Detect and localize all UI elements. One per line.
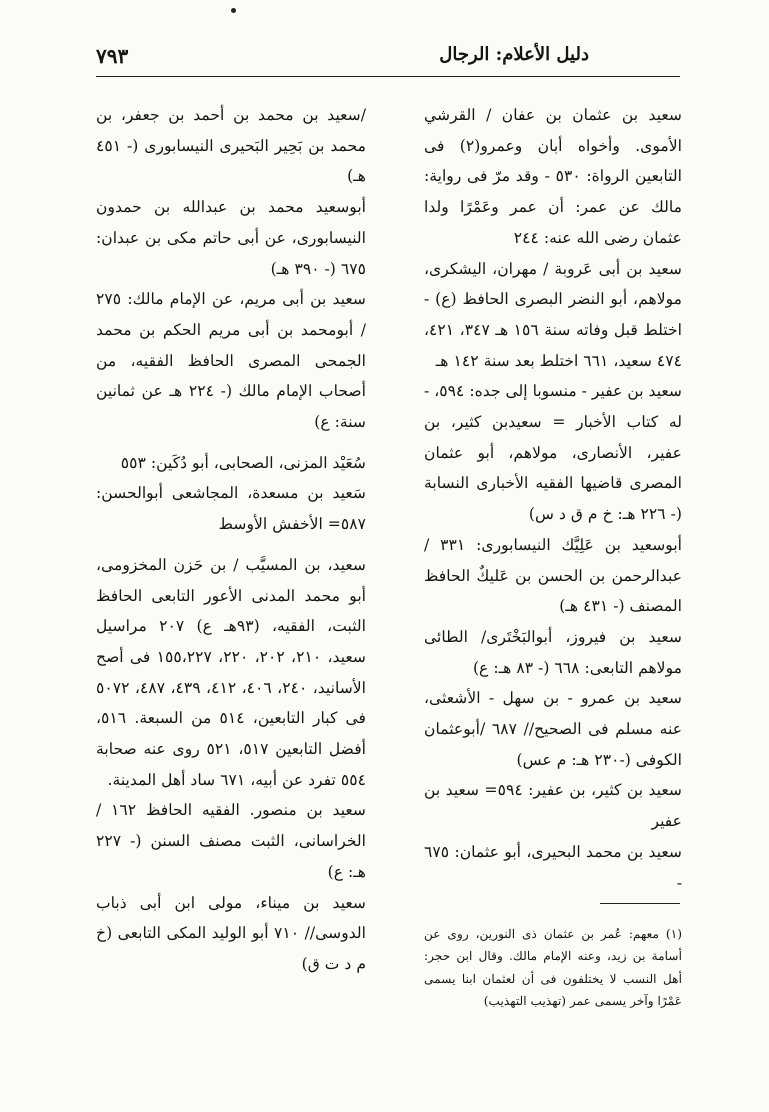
page-header bbox=[96, 42, 681, 72]
index-entry: سعيد، بن المسيَّب / بن حَزن المخزومى، أبو محمد المدنى الأعور التابعى الحافظ الثبت، الفقيه، (٩٣هـ ع) ٢٠٧ مراسيل سعيد، ٢١٠، ٢٠٢، ٢٢٠، ١٥٥،٢٢٧ فى أصح الأسانيد، ٢٤٠، ٤٠٦، ٤١٢، ٤٣٩، ٤٨٧، ٥٠٧٢ فى كبار التابعين، ٥١٤ من السبعة. ٥١٦، أفضل التابعين ٥١٧، ٥٢١ روى عنه صحابة ٥٥٤ تفرد عن أبيه، ٦٧١ ساد أهل المدينة. bbox=[96, 555, 367, 789]
header-rule bbox=[96, 76, 680, 77]
index-entry: سعيد بن ميناء، مولى ابن أبى ذباب الدوسى// ٧١٠ أبو الوليد المكى التابعى (خ م د ت ق) bbox=[96, 893, 366, 973]
index-entry: سعيد بن محمد البحيرى، أبو عثمان: ٦٧٥ - bbox=[424, 842, 682, 892]
left-column bbox=[96, 100, 366, 980]
index-entry: سعيد بن فيروز، أبوالبَخْتَرى/ الطائى مولاهم التابعى: ٦٦٨ (- ٨٣ هـ: ع) bbox=[424, 627, 682, 677]
index-entry: سعيد بن كثير، بن عفير: ٥٩٤= سعيد بن عفير bbox=[424, 781, 682, 831]
index-entry: أبوسعيد بن عَلِيَّك النيسابورى: ٣٣١ /عبدالرحمن بن الحسن بن عَليكٌ الحافظ المصنف (- ٤٣١ هـ) bbox=[424, 535, 682, 616]
index-entry: سعيد بن أبى عَروبة / مهران، اليشكرى، مولاهم، أبو النضر البصرى الحافظ (ع) - اختلط قبل وفاته سنة ١٥٦ هـ ٣٤٧، ٤٢١، ٤٧٤ سعيد، ٦٦١ اختلط بعد سنة ١٤٢ هـ bbox=[424, 259, 682, 370]
running-title: دليل الأعلام: الرجال bbox=[439, 44, 589, 65]
footnote: (١) معهم: عُمر بن عثمان ذى النورين، روى عن أسامة بن زيد، وعنه الإمام مالك. وقال ابن حجر: أهل النسب لا يختلفون فى أن لعثمان ابنا يسمى عَمْرًا وآخر يسمى عمر (تهذيب التهذيب) bbox=[424, 927, 682, 1008]
right-column bbox=[424, 100, 682, 898]
index-entry: سُعَيْد المزنى، الصحابى، أبو دُكَين: ٥٥٣ bbox=[120, 453, 366, 472]
index-entry: سَعيد بن مسعدة، المجاشعى أبوالحسن: ٥٨٧= الأخفش الأوسط bbox=[96, 484, 366, 534]
page-number: ٧٩٣ bbox=[96, 44, 129, 68]
index-entry: سعيد بن عثمان بن عفان / القرشي الأموى. وأخواه أبان وعمرو(٢) فى التابعين الرواة: ٥٣٠ - وقد مرّ فى رواية: مالك عن عمر: أن عمر وعَمْرًا ولدا عثمان رضى الله عنه: ٢٤٤ bbox=[424, 106, 682, 247]
index-entry: أبوسعيد محمد بن عبدالله بن حمدون النيسابورى، عن أبى حاتم مكى بن عبدان: ٦٧٥ (- ٣٩٠ هـ) bbox=[96, 198, 366, 278]
ink-dot bbox=[231, 8, 236, 13]
footnote-rule bbox=[600, 903, 680, 904]
index-entry: سعيد بن منصور. الفقيه الحافظ ١٦٢ / الخراسانى، الثبت مصنف السنن (- ٢٢٧ هـ: ع) bbox=[96, 801, 366, 881]
index-entry: سعيد بن أبى مريم، عن الإمام مالك: ٢٧٥ / أبومحمد بن أبى مريم الحكم بن محمد الجمحى المصرى الحافظ الفقيه، من أصحاب الإمام مالك (- ٢٢٤ هـ عن ثمانين سنة: ع) bbox=[96, 290, 366, 432]
index-entry: /سعيد بن محمد بن أحمد بن جعفر، بن محمد بن بَحِير البَحيرى النيسابورى (- ٤٥١ هـ) bbox=[96, 106, 366, 186]
index-entry: سعيد بن عمرو - بن سهل - الأشعثى، عنه مسلم فى الصحيح// ٦٨٧ /أبوعثمان الكوفى (-٢٣٠ هـ: م عس) bbox=[424, 689, 682, 769]
index-entry: سعيد بن عفير - منسوبا إلى جده: ٥٩٤، - له كتاب الأخبار = سعيدبن كثير، بن عفير، الأنصارى، مولاهم، أبو عثمان المصرى قاضيها الفقيه الأخبارى النسابة (- ٢٢٦ هـ: خ م ق د س) bbox=[423, 382, 682, 524]
